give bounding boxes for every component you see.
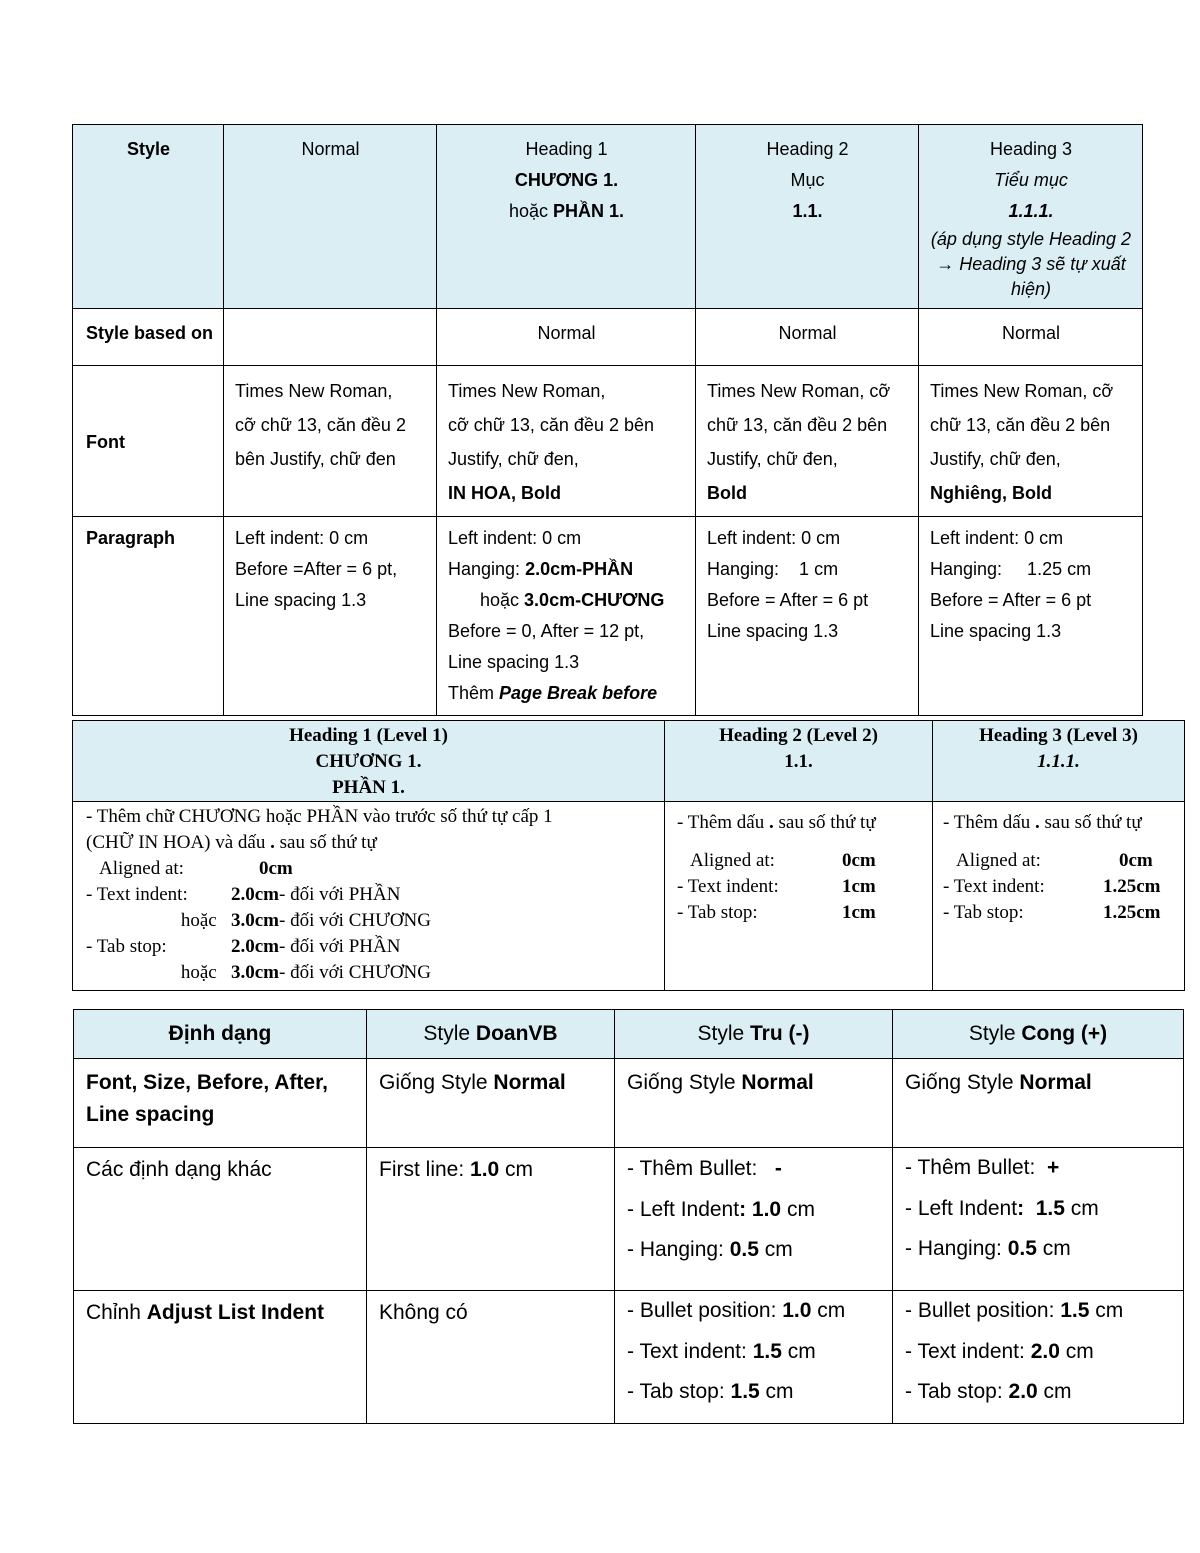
text-line: Thêm Page Break before [448,683,658,703]
table-header-row [73,125,1143,309]
font-normal [224,366,437,517]
paragraph-heading3 [919,517,1143,716]
text-line: Left indent: 0 cm [930,528,1064,548]
doanvb-other: First line: 1.0 cm [367,1148,615,1291]
text-indent-row: - Text indent: 2.0cm - đối với PHẦN [86,884,401,905]
text-line: Line spacing 1.3 [235,590,367,610]
tru-other: - Thêm Bullet: - - Left Indent: 1.0 cm - Hanging: 0.5 cm [615,1148,893,1291]
text-line: Nghiêng, Bold [930,483,1052,503]
text-line: CHƯƠNG 1. [315,751,422,772]
text-line: Heading 3 (Level 3) [979,725,1138,746]
text-line: cỡ chữ 13, căn đều 2 bên [448,415,654,435]
text-line: Left indent: 0 cm [448,528,582,548]
table-body-row [73,802,1185,991]
text-line: Line spacing 1.3 [707,621,839,641]
table-row [74,1059,1184,1148]
paragraph-row [73,517,1143,716]
custom-styles-table [73,1009,1184,1424]
paragraph-normal [224,517,437,716]
text-line: Line spacing 1.3 [930,621,1062,641]
based-on-label: Style based on [86,323,214,343]
text-indent-row: - Text indent: 1.25cm [943,876,1161,897]
row-label-based-on [73,309,224,366]
row-label-font [73,366,224,517]
text-line: Times New Roman, [235,381,393,401]
font-row [73,366,1143,517]
aligned-at-row: Aligned at: 0cm [99,858,293,879]
heading2-example: 1.1. [792,201,823,221]
text-line: Times New Roman, cỡ [707,381,891,401]
cong-other: - Thêm Bullet: + - Left Indent: 1.5 cm - Hanging: 0.5 cm [893,1148,1184,1291]
text-line: Before =After = 6 pt, [235,559,398,579]
text-line: - Thêm chữ CHƯƠNG hoặc PHẦN vào trước số thứ tự cấp 1 [86,806,553,827]
heading1-example: CHƯƠNG 1. [514,170,619,190]
style-based-on-row [73,309,1143,366]
level3-settings [933,802,1185,991]
text-line: Line spacing 1.3 [448,652,580,672]
row-label-paragraph [73,517,224,716]
header-style-tru: Style Tru (-) [615,1010,893,1059]
aligned-at-row: Aligned at: 0cm [690,850,876,871]
text-line: chữ 13, căn đều 2 bên [930,415,1111,435]
font-heading2 [696,366,919,517]
tab-stop-row: - Tab stop: 2.0cm - đối với PHẦN [86,936,401,957]
table-row [74,1291,1184,1424]
text-line: Hanging: 1 cm [707,559,839,579]
text-line: hoặc 3.0cm-CHƯƠNG [480,590,665,610]
text-line: Justify, chữ đen, [448,449,579,469]
header-cell-heading1 [437,125,696,309]
doanvb-font: Giống Style Normal [367,1059,615,1148]
text-line: Before = After = 6 pt [707,590,869,610]
text-line: Before = After = 6 pt [930,590,1092,610]
cong-font: Giống Style Normal [893,1059,1184,1148]
tru-adjust: - Bullet position: 1.0 cm - Text indent: 1.5 cm - Tab stop: 1.5 cm [615,1291,893,1424]
row-label-font-size: Font, Size, Before, After, Line spacing [74,1059,367,1148]
level1-settings [73,802,665,991]
font-heading3 [919,366,1143,517]
text-line: Left indent: 0 cm [707,528,841,548]
text-line: Left indent: 0 cm [235,528,369,548]
level2-settings [665,802,933,991]
text-line: Justify, chữ đen, [707,449,838,469]
heading1-alt-example: hoặc PHẦN 1. [508,201,625,221]
header-cell-style [73,125,224,309]
heading2-name: Heading 2 [766,139,849,159]
heading3-name: Heading 3 [989,139,1073,159]
row-label-other-formats: Các định dạng khác [74,1148,367,1291]
based-on-heading3: Normal [919,309,1143,366]
text-line: Heading 2 (Level 2) [719,725,878,746]
font-heading1 [437,366,696,517]
text-line: IN HOA, Bold [448,483,561,503]
table-header-row [74,1010,1184,1059]
text-line: Bold [707,483,747,503]
text-indent-alt-row: hoặc 3.0cm - đối với CHƯƠNG [180,910,431,931]
heading1-name: Heading 1 [525,139,608,159]
style-definitions-table [72,124,1143,716]
based-on-heading2: Normal [696,309,919,366]
tab-stop-alt-row: hoặc 3.0cm - đối với CHƯƠNG [180,962,431,983]
paragraph-heading1 [437,517,696,716]
level1-header [73,721,665,802]
row-label-adjust-list-indent: Chỉnh Adjust List Indent [74,1291,367,1424]
heading3-desc: Tiểu mục [994,170,1068,190]
text-line: Justify, chữ đen, [930,449,1061,469]
header-dinh-dang: Định dạng [74,1010,367,1059]
text-indent-row: - Text indent: 1cm [677,876,876,897]
text-line: Hanging: 2.0cm-PHẦN [448,559,634,579]
based-on-normal [224,309,437,366]
heading2-desc: Mục [790,170,825,190]
text-line: Times New Roman, cỡ [930,381,1114,401]
text-line: - Thêm dấu . sau số thứ tự [943,812,1142,833]
aligned-at-row: Aligned at: 0cm [956,850,1153,871]
text-line: - Thêm dấu . sau số thứ tự [677,812,876,833]
tab-stop-row: - Tab stop: 1cm [677,902,876,923]
header-style-doanvb: Style DoanVB [367,1010,615,1059]
paragraph-label: Paragraph [86,528,176,548]
heading3-note: (áp dụng style Heading 2 → Heading 3 sẽ tự xuất hiện) [930,229,1132,299]
header-style-label: Style [126,139,171,159]
text-line: 1.1.1. [1037,751,1080,772]
header-cell-heading3 [919,125,1143,309]
heading3-example: 1.1.1. [1008,201,1054,221]
level2-header [665,721,933,802]
level3-header [933,721,1185,802]
based-on-heading1: Normal [437,309,696,366]
multilevel-list-table [72,720,1185,991]
text-line: Heading 1 (Level 1) [289,725,448,746]
text-line: PHẦN 1. [332,777,405,798]
cong-adjust: - Bullet position: 1.5 cm - Text indent: 2.0 cm - Tab stop: 2.0 cm [893,1291,1184,1424]
header-style-cong: Style Cong (+) [893,1010,1184,1059]
text-line: (CHỮ IN HOA) và dấu . sau số thứ tự [86,832,377,853]
doanvb-adjust: Không có [367,1291,615,1424]
tru-font: Giống Style Normal [615,1059,893,1148]
text-line: chữ 13, căn đều 2 bên [707,415,888,435]
tab-stop-row: - Tab stop: 1.25cm [943,902,1161,923]
table-header-row [73,721,1185,802]
text-line: Before = 0, After = 12 pt, [448,621,645,641]
text-line: cỡ chữ 13, căn đều 2 [235,415,406,435]
font-label: Font [86,431,125,452]
text-line: Times New Roman, [448,381,606,401]
text-line: bên Justify, chữ đen [235,449,396,469]
header-normal-label: Normal [301,139,360,159]
text-line: 1.1. [784,751,813,772]
text-line: Hanging: 1.25 cm [930,559,1092,579]
header-cell-heading2 [696,125,919,309]
table-row [74,1148,1184,1291]
paragraph-heading2 [696,517,919,716]
header-cell-normal [224,125,437,309]
